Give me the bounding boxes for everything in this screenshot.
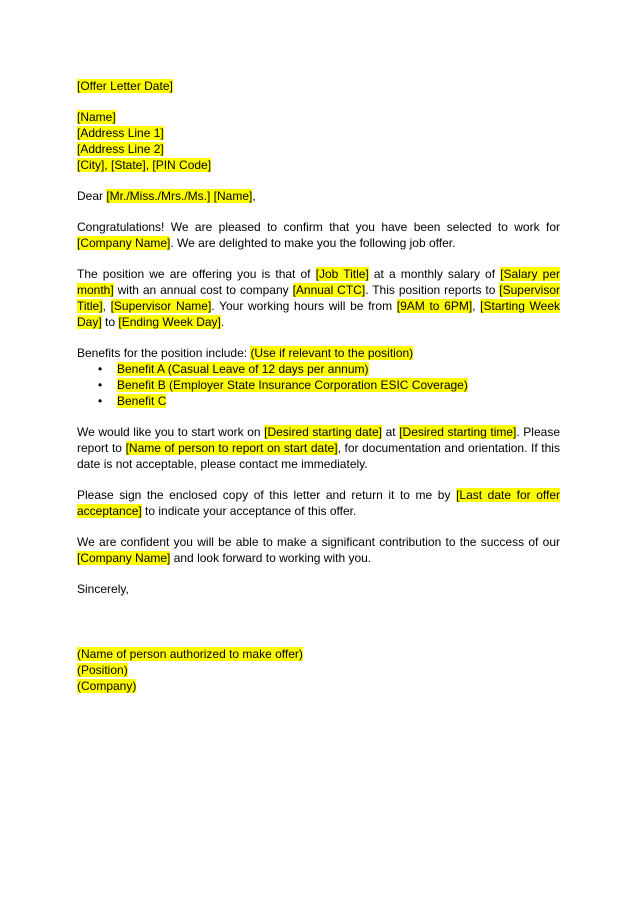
start-text-2: at (382, 425, 400, 439)
congrats-text-2: . We are delighted to make you the following job offer. (170, 236, 456, 250)
salutation-suffix: , (252, 189, 256, 203)
salary-placeholder: [Salary per month] (77, 267, 560, 297)
confident-text-2: and look forward to working with you. (170, 551, 372, 565)
start-text-1: We would like you to start work on (77, 425, 265, 439)
closing: Sincerely, (77, 582, 129, 596)
position-text-6: . Your working hours will be from (211, 299, 397, 313)
supervisor-name-placeholder: [Supervisor Name] (110, 299, 212, 313)
recipient-name: [Name] (77, 110, 116, 124)
benefits-intro (77, 345, 560, 361)
position-text-8: to (101, 315, 119, 329)
position-text-4: . This position reports to (365, 283, 500, 297)
letter-body (77, 78, 560, 694)
sign-text-2: to indicate your acceptance of this offer. (141, 504, 357, 518)
recipient-address-block (77, 109, 560, 173)
recipient-address-line-1: [Address Line 1] (77, 126, 164, 140)
signatory-position: (Position) (77, 663, 128, 677)
benefits-note: (Use if relevant to the position) (250, 346, 414, 360)
ending-week-day-placeholder: [Ending Week Day] (118, 315, 221, 329)
recipient-address-line-2: [Address Line 2] (77, 142, 164, 156)
desired-start-date-placeholder: [Desired starting date] (264, 425, 383, 439)
starting-week-day-placeholder: [Starting Week Day] (77, 299, 560, 329)
position-paragraph (77, 266, 560, 330)
signatory-name: (Name of person authorized to make offer) (77, 647, 303, 661)
confident-text-1: We are confident you will be able to make a significant contribution to the success of our (77, 535, 560, 549)
salutation-prefix: Dear (77, 189, 107, 203)
working-hours-placeholder: [9AM to 6PM] (396, 299, 473, 313)
sign-return-paragraph (77, 487, 560, 519)
benefit-item (77, 393, 560, 409)
desired-start-time-placeholder: [Desired starting time] (399, 425, 517, 439)
salutation (77, 188, 560, 204)
position-text-9: . (220, 315, 225, 329)
start-date-paragraph (77, 424, 560, 472)
position-text-3: with an annual cost to company (113, 283, 293, 297)
start-text-4: , for documentation and orientation. If this date is not acceptable, please contact me immediately. (77, 441, 560, 471)
congrats-text-1: Congratulations! We are pleased to confirm that you have been selected to work for (77, 220, 560, 234)
signatory-company: (Company) (77, 679, 137, 693)
company-name-placeholder: [Company Name] (77, 236, 171, 250)
position-text-7: , (472, 299, 481, 313)
benefit-item-text: Benefit B (Employer State Insurance Corporation ESIC Coverage) (117, 378, 468, 392)
offer-date (77, 78, 560, 94)
benefit-item (77, 361, 560, 377)
report-person-placeholder: [Name of person to report on start date] (125, 441, 338, 455)
last-date-placeholder: [Last date for offer acceptance] (77, 488, 561, 518)
offer-date-placeholder: [Offer Letter Date] (77, 79, 173, 93)
signature-block (77, 646, 560, 694)
position-text-5: , (102, 299, 111, 313)
bullet-icon: • (98, 394, 103, 408)
confidence-paragraph (77, 534, 560, 566)
benefits-intro-text: Benefits for the position include: (77, 346, 251, 360)
signature-space (77, 597, 560, 646)
sign-text-1: Please sign the enclosed copy of this letter and return it to me by (77, 488, 457, 502)
start-text-3: . Please report to (77, 425, 560, 455)
bullet-icon: • (98, 378, 103, 392)
position-text-1: The position we are offering you is that of (77, 267, 316, 281)
annual-ctc-placeholder: [Annual CTC] (292, 283, 366, 297)
bullet-icon: • (98, 362, 103, 376)
salutation-name: [Mr./Miss./Mrs./Ms.] [Name] (106, 189, 253, 203)
job-title-placeholder: [Job Title] (315, 267, 369, 281)
benefit-item (77, 377, 560, 393)
recipient-city-state-pin: [City], [State], [PIN Code] (77, 158, 212, 172)
company-name-placeholder: [Company Name] (77, 551, 171, 565)
congratulations-paragraph (77, 219, 560, 251)
position-text-2: at a monthly salary of (368, 267, 501, 281)
benefits-list (77, 361, 560, 409)
benefit-item-text: Benefit A (Casual Leave of 12 days per annum) (117, 362, 369, 376)
supervisor-title-placeholder: [Supervisor Title] (77, 283, 560, 313)
benefit-item-text: Benefit C (117, 394, 167, 408)
